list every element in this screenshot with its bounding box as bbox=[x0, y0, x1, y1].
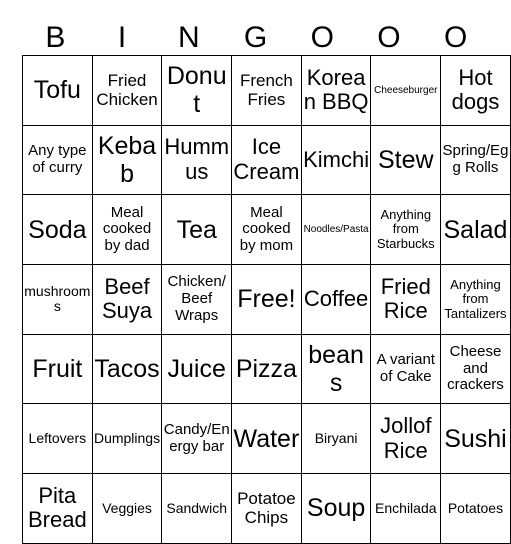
bingo-cell[interactable]: mushrooms bbox=[23, 265, 93, 335]
header-letter: O bbox=[310, 21, 334, 54]
board-row bbox=[23, 474, 511, 544]
bingo-cell[interactable]: Kimchi bbox=[301, 125, 371, 195]
bingo-cell[interactable]: Fruit bbox=[23, 334, 93, 404]
bingo-header bbox=[22, 18, 489, 58]
bingo-cell[interactable]: Fried Chicken bbox=[92, 56, 162, 126]
bingo-cell[interactable]: Cheese and crackers bbox=[441, 334, 511, 404]
bingo-cell[interactable]: Water bbox=[232, 404, 302, 474]
bingo-cell[interactable]: Veggies bbox=[92, 474, 162, 544]
bingo-cell[interactable]: Biryani bbox=[301, 404, 371, 474]
header-letter: G bbox=[243, 21, 268, 54]
bingo-cell[interactable]: Dumplings bbox=[92, 404, 162, 474]
bingo-cell[interactable]: Enchilada bbox=[371, 474, 441, 544]
bingo-cell[interactable]: Pizza bbox=[232, 334, 302, 404]
bingo-cell[interactable]: beans bbox=[301, 334, 371, 404]
bingo-cell[interactable]: Sushi bbox=[441, 404, 511, 474]
header-letter: I bbox=[117, 21, 127, 54]
free-space-cell[interactable]: Free! bbox=[232, 265, 302, 335]
bingo-cell[interactable]: Hummus bbox=[162, 125, 232, 195]
bingo-cell[interactable]: Meal cooked by dad bbox=[92, 195, 162, 265]
bingo-cell[interactable]: Any type of curry bbox=[23, 125, 93, 195]
bingo-cell[interactable]: Potatoes bbox=[441, 474, 511, 544]
bingo-cell[interactable]: Coffee bbox=[301, 265, 371, 335]
bingo-cell[interactable]: Pita Bread bbox=[23, 474, 93, 544]
bingo-cell[interactable]: Salad bbox=[441, 195, 511, 265]
bingo-cell[interactable]: Donut bbox=[162, 56, 232, 126]
bingo-cell[interactable]: Korean BBQ bbox=[301, 56, 371, 126]
bingo-cell[interactable]: Potatoe Chips bbox=[232, 474, 302, 544]
bingo-cell[interactable]: Stew bbox=[371, 125, 441, 195]
bingo-cell[interactable]: Juice bbox=[162, 334, 232, 404]
bingo-cell[interactable]: Kebab bbox=[92, 125, 162, 195]
bingo-cell[interactable]: Meal cooked by mom bbox=[232, 195, 302, 265]
header-letter: B bbox=[45, 21, 66, 54]
bingo-cell[interactable]: Ice Cream bbox=[232, 125, 302, 195]
bingo-cell[interactable]: Tacos bbox=[92, 334, 162, 404]
header-letter: O bbox=[377, 21, 401, 54]
bingo-cell[interactable]: Hot dogs bbox=[441, 56, 511, 126]
bingo-cell[interactable]: Beef Suya bbox=[92, 265, 162, 335]
header-letter: N bbox=[177, 21, 200, 54]
bingo-cell[interactable]: Anything from Starbucks bbox=[371, 195, 441, 265]
bingo-cell[interactable]: Soda bbox=[23, 195, 93, 265]
bingo-cell[interactable]: Soup bbox=[301, 474, 371, 544]
board-row bbox=[23, 334, 511, 404]
bingo-cell[interactable]: Candy/Energy bar bbox=[162, 404, 232, 474]
bingo-cell[interactable]: French Fries bbox=[232, 56, 302, 126]
board-row bbox=[23, 56, 511, 126]
bingo-cell[interactable]: Spring/Egg Rolls bbox=[441, 125, 511, 195]
bingo-board bbox=[22, 55, 511, 544]
bingo-cell[interactable]: Fried Rice bbox=[371, 265, 441, 335]
board-row bbox=[23, 195, 511, 265]
bingo-cell[interactable]: Leftovers bbox=[23, 404, 93, 474]
bingo-cell[interactable]: Noodles/Pasta bbox=[301, 195, 371, 265]
bingo-cell[interactable]: Cheeseburger bbox=[371, 56, 441, 126]
header-letter: O bbox=[444, 21, 468, 54]
bingo-cell[interactable]: Chicken/Beef Wraps bbox=[162, 265, 232, 335]
bingo-cell[interactable]: Tofu bbox=[23, 56, 93, 126]
bingo-cell[interactable]: Tea bbox=[162, 195, 232, 265]
bingo-cell[interactable]: Sandwich bbox=[162, 474, 232, 544]
bingo-cell[interactable]: A variant of Cake bbox=[371, 334, 441, 404]
board-row bbox=[23, 265, 511, 335]
board-row bbox=[23, 404, 511, 474]
bingo-cell[interactable]: Jollof Rice bbox=[371, 404, 441, 474]
board-row bbox=[23, 125, 511, 195]
bingo-cell[interactable]: Anything from Tantalizers bbox=[441, 265, 511, 335]
